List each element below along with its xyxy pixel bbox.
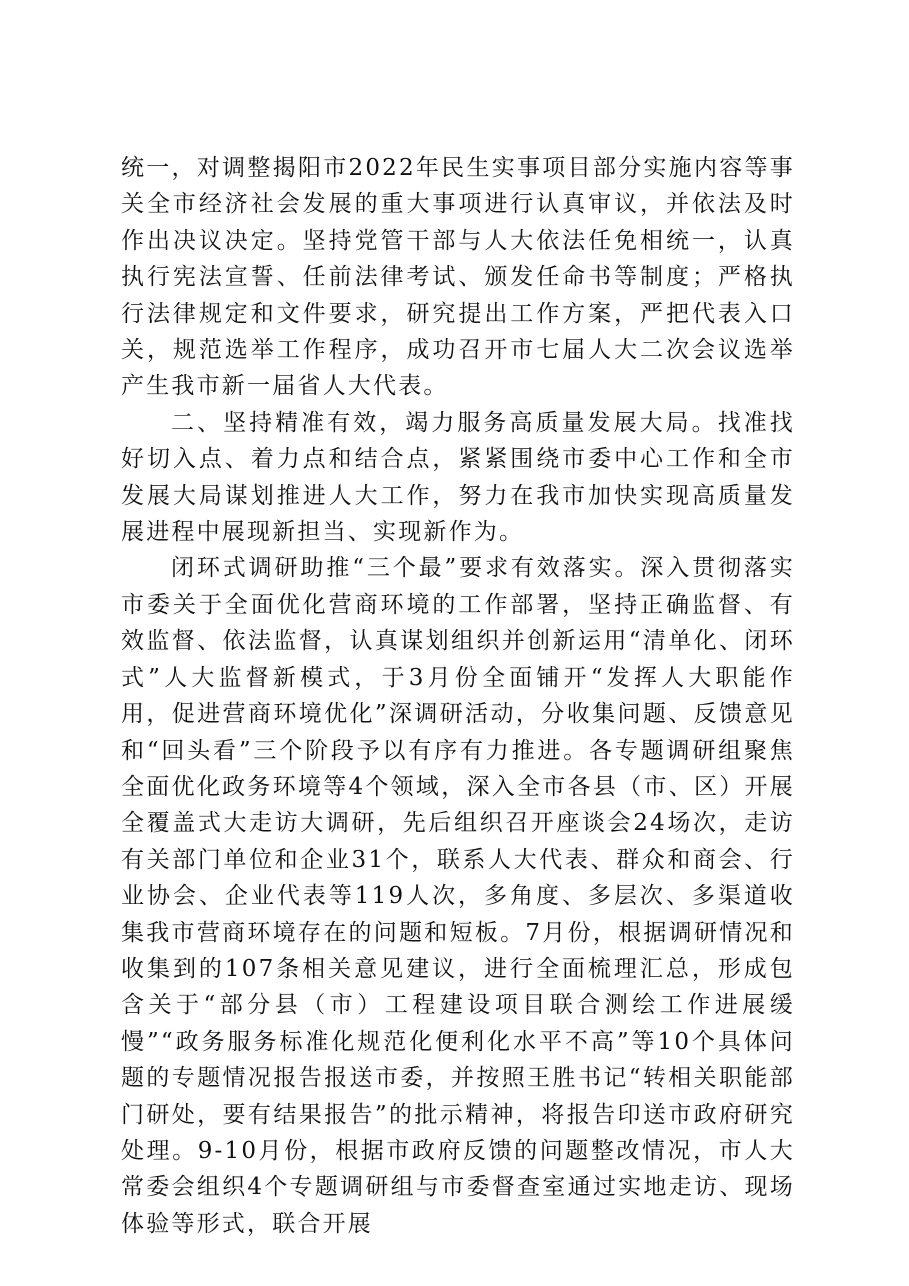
paragraph-closed-loop-research: 闭环式调研助推“三个最”要求有效落实。深入贯彻落实市委关于全面优化营商环境的工作部署，坚持正确监督、有效监督、依法监督，认真谋划组织并创新运用“清单化、闭环式”人大监督新模式，于3月份全面铺开“发挥人大职能作用，促进营商环境优化”深调研活动，分收集问题、反馈意见和“回头看”三个阶段予以有序有力推进。各专题调研组聚焦全面优化政务环境等4个领域，深入全市各县（市、区）开展全覆盖式大走访大调研，先后组织召开座谈会24场次，走访有关部门单位和企业31个，联系人大代表、群众和商会、行业协会、企业代表等119人次，多角度、多层次、多渠道收集我市营商环境存在的问题和短板。7月份，根据调研情况和收集到的107条相关意见建议，进行全面梳理汇总，形成包含关于“部分县（市）工程建设项目联合测绘工作进展缓慢”“政务服务标准化规范化便利化水平不高”等10个具体问题的专题情况报告报送市委，并按照王胜书记“转相关职能部门研处，要有结果报告”的批示精神，将报告印送市政府研究处理。9-10月份，根据市政府反馈的问题整改情况，市人大常委会组织4个专题调研组与市委督查室通过实地走访、现场体验等形式，联合开展 xyxy=(121,555,795,1237)
body-text xyxy=(121,150,795,1242)
paragraph-section-two: 二、坚持精准有效，竭力服务高质量发展大局。找准找好切入点、着力点和结合点，紧紧围绕市委中心工作和全市发展大局谋划推进人大工作，努力在我市加快实现高质量发展进程中展现新担当、实现新作为。 xyxy=(121,409,795,546)
paragraph-continuation: 统一，对调整揭阳市2022年民生实事项目部分实施内容等事关全市经济社会发展的重大事项进行认真审议，并依法及时作出决议决定。坚持党管干部与人大依法任免相统一，认真执行宪法宣誓、任前法律考试、颁发任命书等制度；严格执行法律规定和文件要求，研究提出工作方案，严把代表入口关，规范选举工作程序，成功召开市七届人大二次会议选举产生我市新一届省人大代表。 xyxy=(121,155,795,400)
